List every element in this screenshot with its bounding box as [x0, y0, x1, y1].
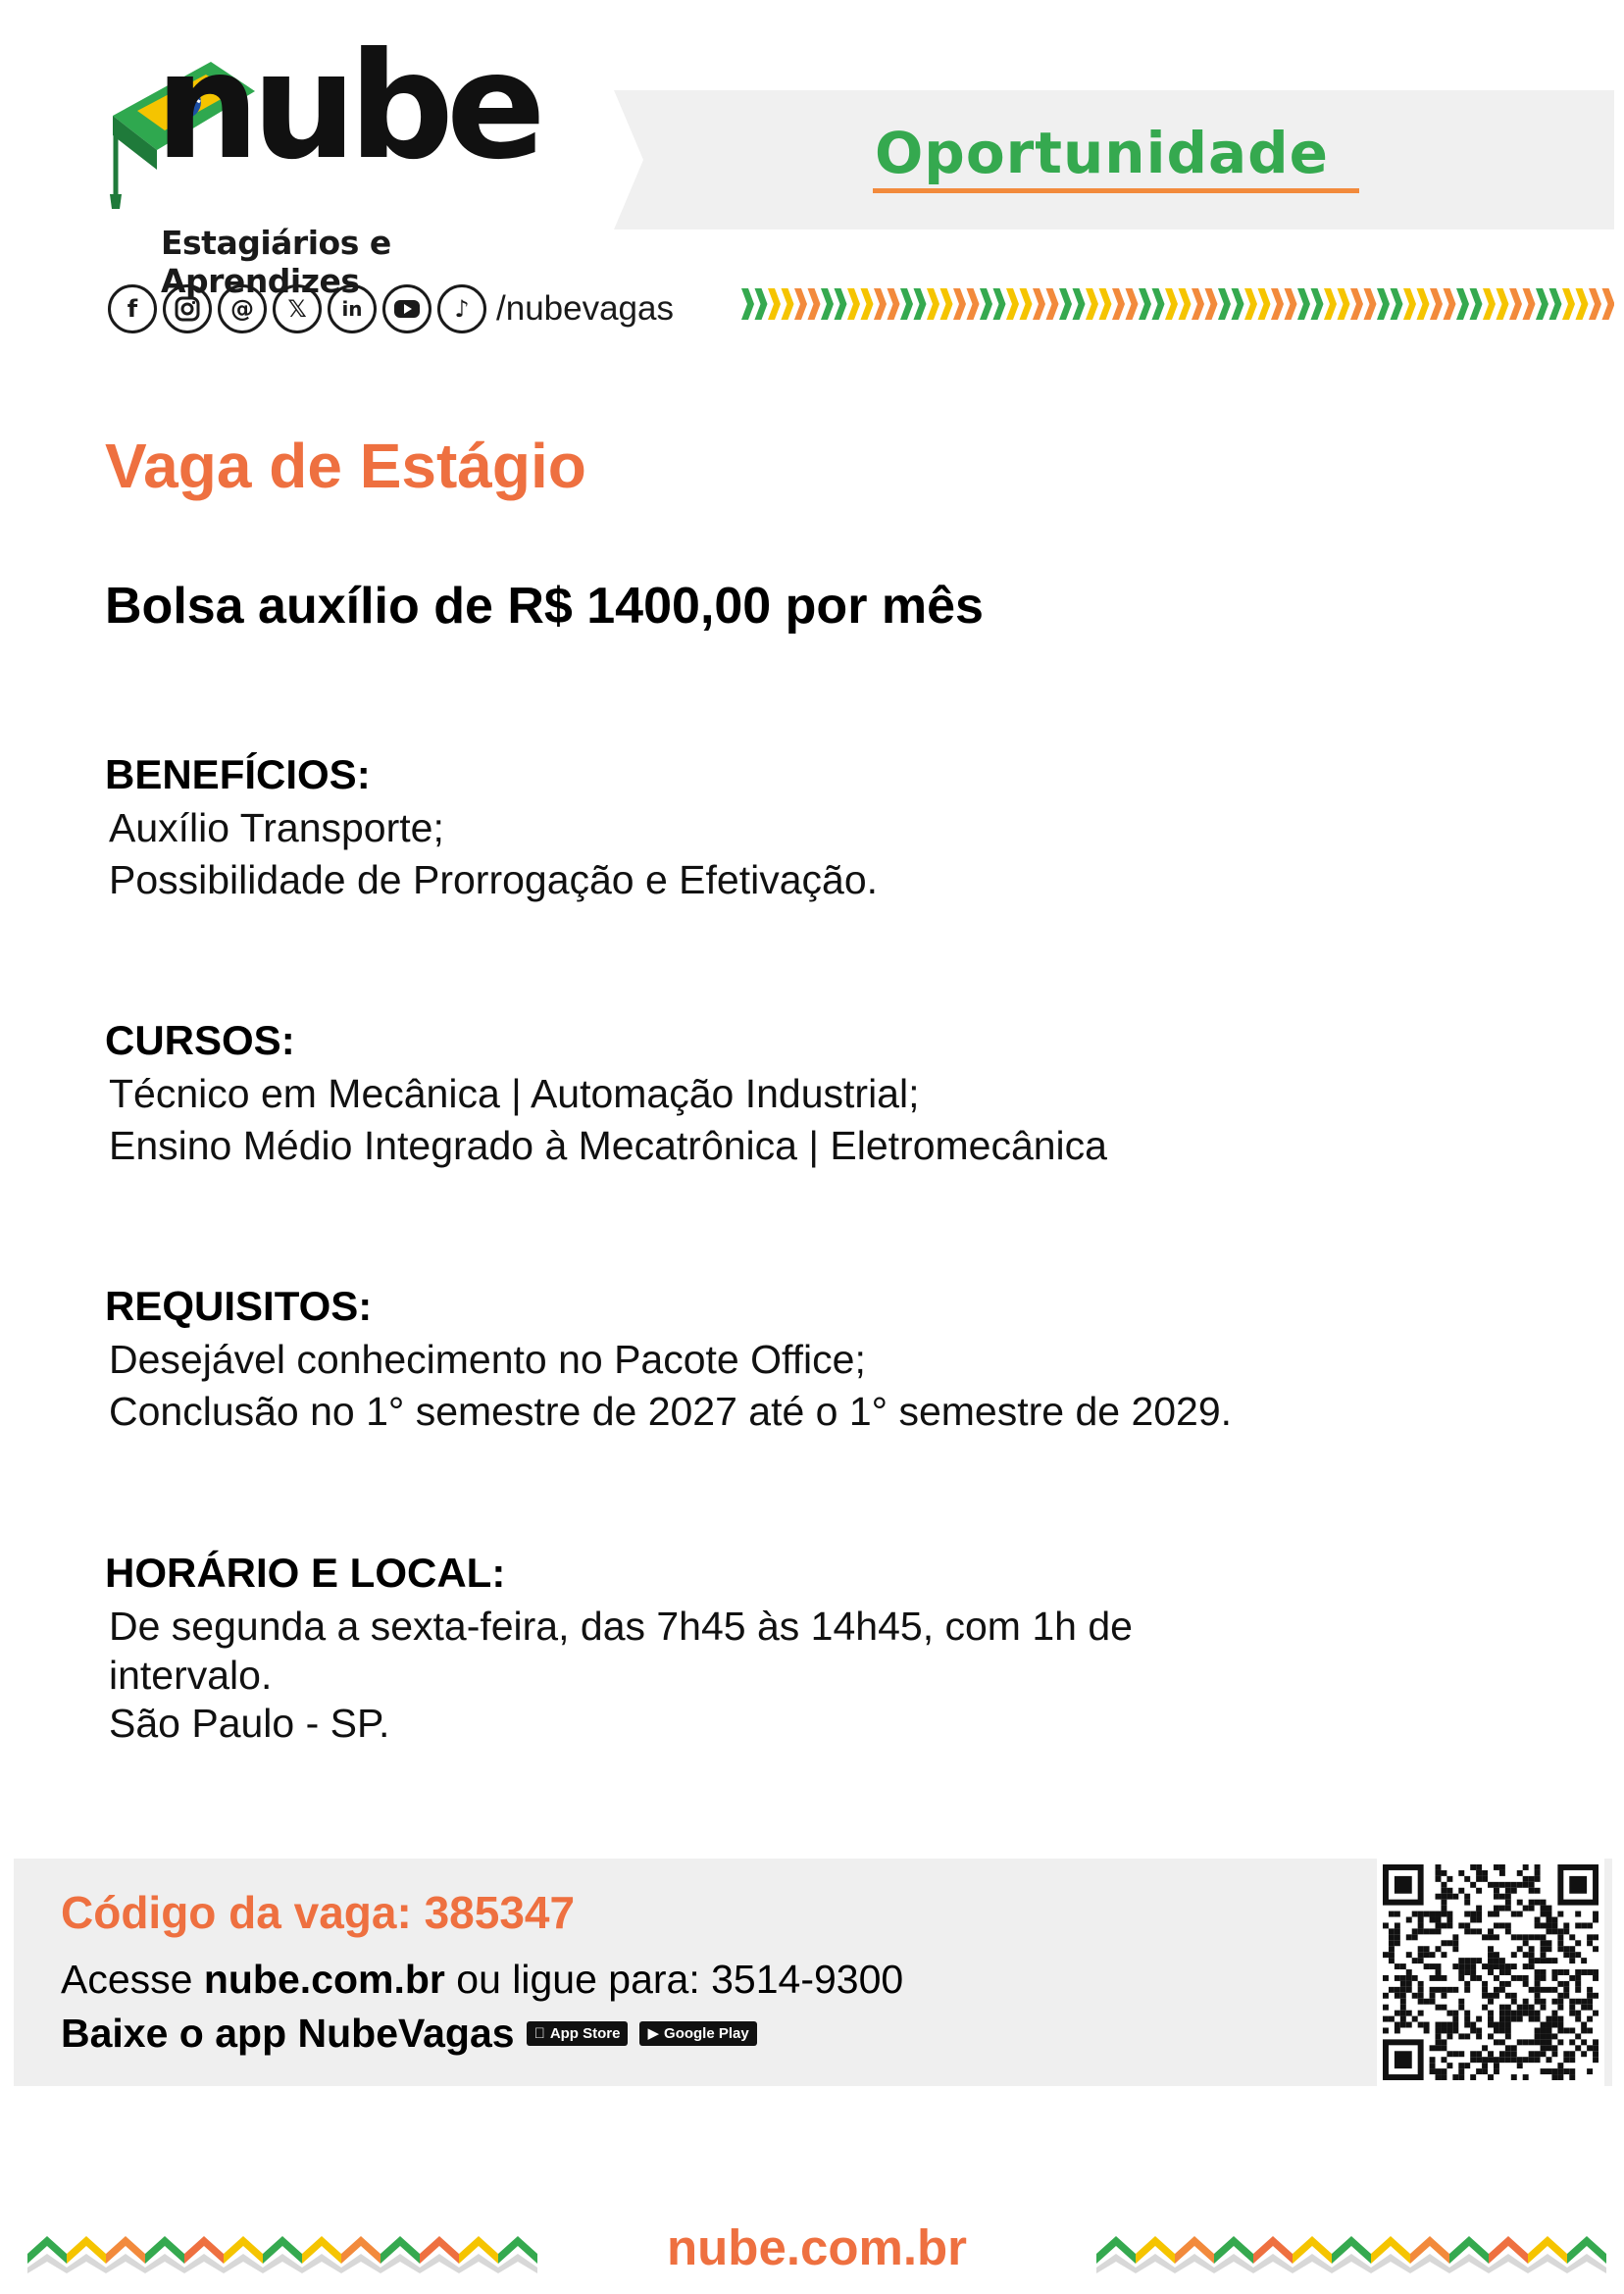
zigzag-decoration-right — [1096, 2224, 1606, 2281]
section-line: São Paulo - SP. — [109, 1701, 390, 1746]
job-code: Código da vaga: 385347 — [61, 1887, 576, 1938]
section-heading: CURSOS: — [105, 1017, 295, 1063]
site-link[interactable]: nube.com.br — [203, 1957, 445, 2002]
chevron-decoration — [741, 286, 1614, 322]
stipend-text: Bolsa auxílio de R$ 1400,00 por mês — [105, 578, 984, 635]
section-line: Ensino Médio Integrado à Mecatrônica | Eletromecânica — [109, 1123, 1107, 1168]
logo-wordmark: nube — [155, 22, 538, 192]
access-line: Acesse nube.com.br ou ligue para: 3514-9300 — [61, 1957, 904, 2002]
instagram-icon[interactable] — [163, 284, 212, 333]
section-line: Desejável conhecimento no Pacote Office; — [109, 1337, 866, 1382]
requirements-section — [105, 1279, 1380, 1438]
section-heading: BENEFÍCIOS: — [105, 751, 371, 797]
social-links — [108, 284, 674, 333]
banner-underline — [873, 188, 1359, 193]
bottom-site-link[interactable]: nube.com.br — [667, 2219, 968, 2275]
facebook-icon[interactable]: f — [108, 284, 157, 333]
section-heading: REQUISITOS: — [105, 1283, 373, 1329]
zigzag-decoration-left — [27, 2224, 537, 2281]
social-handle[interactable]: /nubevagas — [496, 289, 674, 328]
job-contact-panel — [14, 1859, 1612, 2086]
section-line: Possibilidade de Prorrogação e Efetivação. — [109, 857, 879, 902]
app-store-badge[interactable]: App Store — [527, 2021, 629, 2046]
job-type-title: Vaga de Estágio — [105, 431, 586, 501]
app-text: Baixe o app NubeVagas — [61, 2011, 515, 2056]
x-icon[interactable]: 𝕏 — [273, 284, 322, 333]
opportunity-banner — [614, 90, 1614, 229]
schedule-location-section — [105, 1546, 1380, 1750]
qr-code-image — [1383, 1864, 1599, 2080]
banner-title: Oportunidade — [875, 120, 1329, 186]
play-icon: ▶ — [636, 2025, 648, 2042]
benefits-section — [105, 747, 1380, 906]
section-line: Conclusão no 1° semestre de 2027 até o 1° semestre de 2029. — [109, 1389, 1233, 1434]
section-line: De segunda a sexta-feira, das 7h45 às 14h45, com 1h de — [109, 1604, 1133, 1649]
linkedin-icon[interactable]: in — [328, 284, 377, 333]
tiktok-icon[interactable]: ♪ — [437, 284, 486, 333]
app-download-line — [61, 2011, 757, 2057]
google-play-badge[interactable]: ▶ Google Play — [639, 2021, 756, 2046]
section-heading: HORÁRIO E LOCAL: — [105, 1550, 506, 1596]
section-line: Técnico em Mecânica | Automação Industrial; — [109, 1071, 920, 1116]
section-line: Auxílio Transporte; — [109, 805, 444, 850]
section-line: intervalo. — [109, 1653, 273, 1698]
apple-icon — [534, 2026, 545, 2041]
qr-code[interactable] — [1377, 1859, 1604, 2086]
youtube-icon[interactable] — [382, 284, 431, 333]
threads-icon[interactable]: @ — [218, 284, 267, 333]
nube-logo[interactable] — [108, 22, 579, 300]
logo-subtitle: Estagiários e Aprendizes — [161, 224, 391, 300]
courses-section — [105, 1013, 1380, 1172]
